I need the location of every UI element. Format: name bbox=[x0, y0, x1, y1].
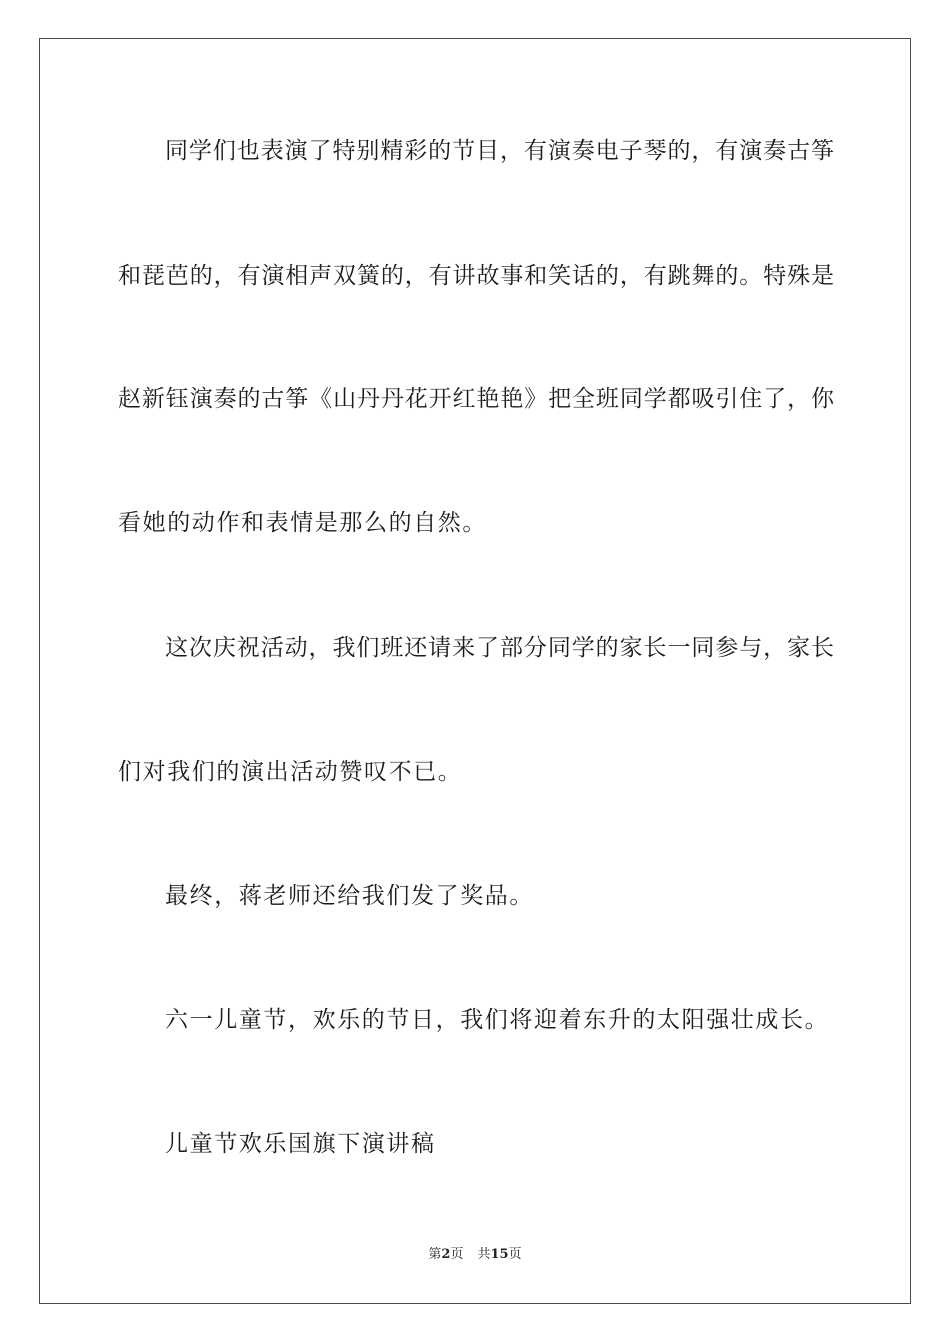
footer-page-number: 2 bbox=[441, 1247, 451, 1262]
paragraph-line-4: 看她的动作和表情是那么的自然。 bbox=[118, 510, 487, 536]
paragraph-line-5: 这次庆祝活动，我们班还请来了部分同学的家长一同参与，家长 bbox=[165, 635, 834, 661]
footer-total-pages: 15 bbox=[490, 1247, 509, 1262]
footer-page-prefix: 第 bbox=[428, 1247, 442, 1262]
paragraph-line-6: 们对我们的演出活动赞叹不已。 bbox=[118, 759, 463, 785]
footer-page-suffix: 页 bbox=[450, 1247, 464, 1262]
page-footer bbox=[0, 1245, 950, 1265]
footer-total-prefix: 共 bbox=[477, 1247, 491, 1262]
paragraph-line-3: 赵新钰演奏的古筝《山丹丹花开红艳艳》把全班同学都吸引住了，你 bbox=[118, 386, 834, 412]
paragraph-line-1: 同学们也表演了特别精彩的节目，有演奏电子琴的，有演奏古筝 bbox=[165, 138, 834, 164]
section-heading: 儿童节欢乐国旗下演讲稿 bbox=[165, 1131, 436, 1157]
paragraph-line-8: 六一儿童节，欢乐的节日，我们将迎着东升的太阳强壮成长。 bbox=[165, 1007, 830, 1033]
paragraph-line-2: 和琵芭的，有演相声双簧的，有讲故事和笑话的，有跳舞的。特殊是 bbox=[118, 263, 834, 289]
paragraph-line-7: 最终，蒋老师还给我们发了奖品。 bbox=[165, 883, 534, 909]
footer-total-suffix: 页 bbox=[508, 1247, 522, 1262]
page-border bbox=[39, 38, 911, 1304]
